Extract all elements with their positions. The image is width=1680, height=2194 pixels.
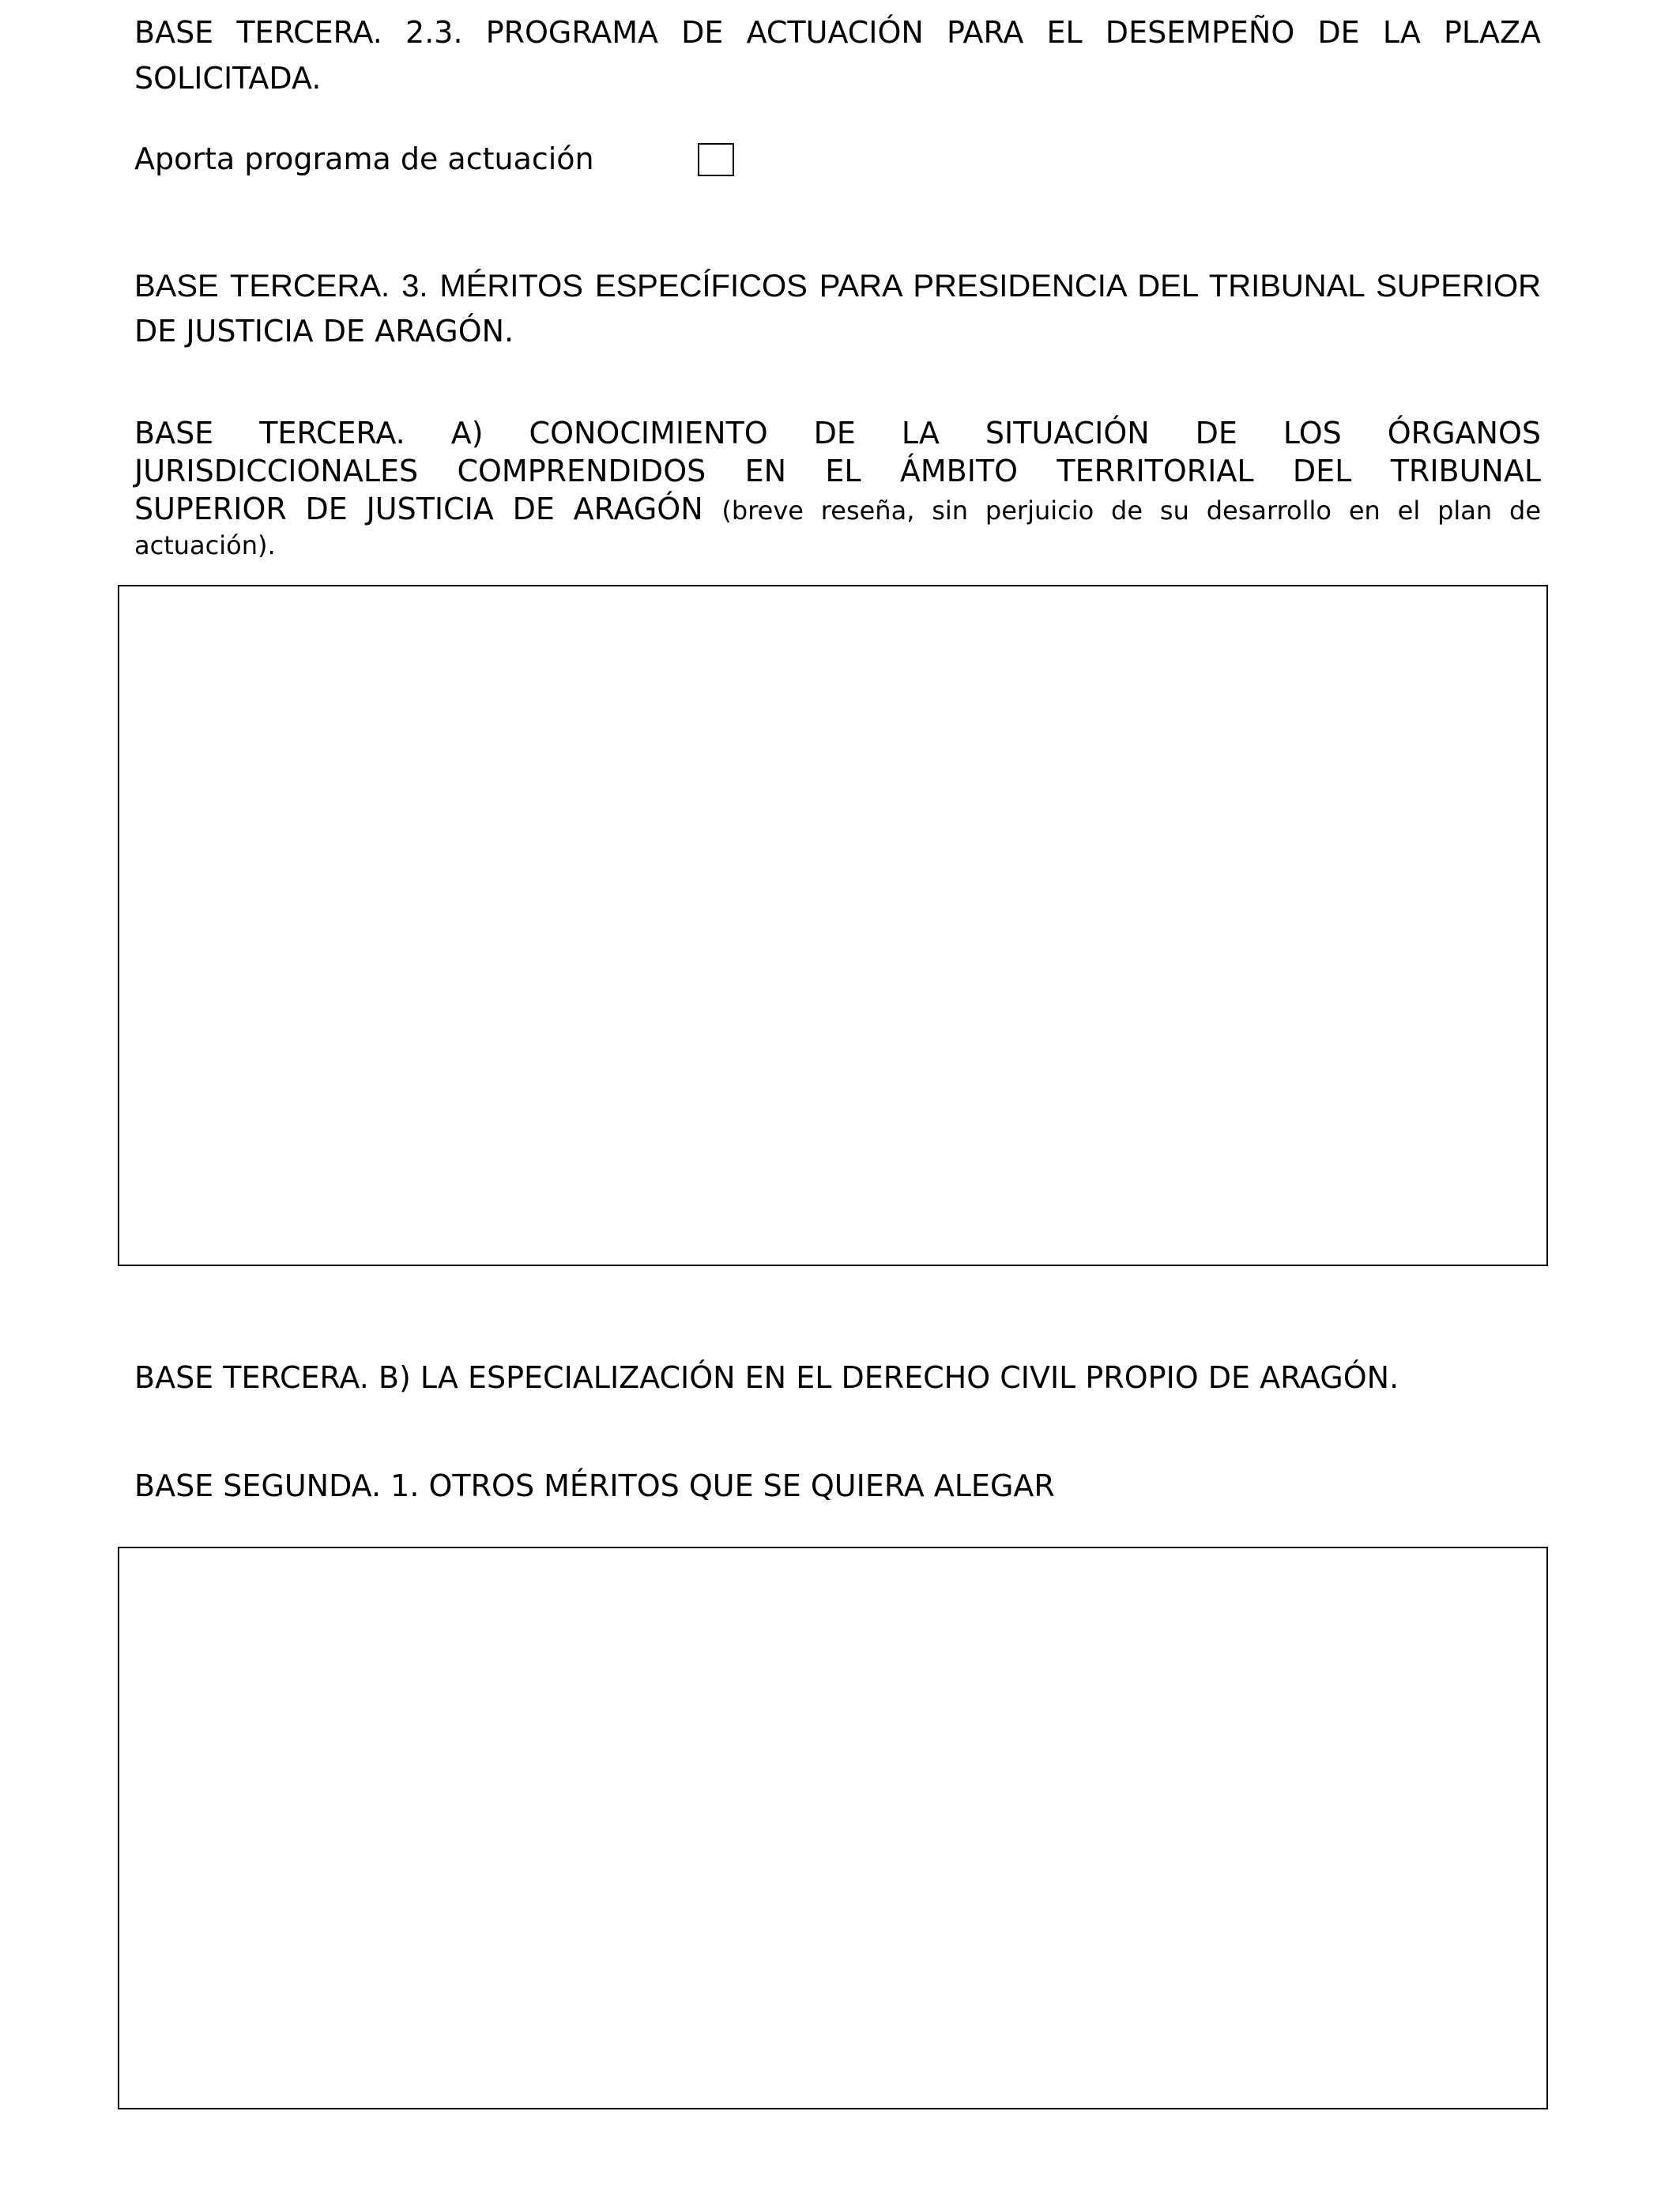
section-a-heading-line-3-main: SUPERIOR DE JUSTICIA DE ARAGÓN (134, 492, 722, 526)
section-a-heading-line-2: JURISDICCIONALES COMPRENDIDOS EN EL ÁMBITO TERRITORIAL DEL TRIBUNAL (134, 454, 1541, 488)
section-a-text-area[interactable] (118, 585, 1548, 1266)
section-a-heading-line-1: BASE TERCERA. A) CONOCIMIENTO DE LA SITUACIÓN DE LOS ÓRGANOS (134, 416, 1541, 450)
section-otros-heading: BASE SEGUNDA. 1. OTROS MÉRITOS QUE SE QUIERA ALEGAR (134, 1468, 1055, 1503)
section-3-heading-line-1: BASE TERCERA. 3. MÉRITOS ESPECÍFICOS PARA PRESIDENCIA DEL TRIBUNAL SUPERIOR (134, 269, 1541, 303)
otros-meritos-text-area[interactable] (118, 1547, 1548, 2109)
section-23-heading-line-2: SOLICITADA. (134, 61, 322, 96)
programa-checkbox[interactable] (698, 143, 734, 176)
section-23-heading-line-1: BASE TERCERA. 2.3. PROGRAMA DE ACTUACIÓN PARA EL DESEMPEÑO DE LA PLAZA (134, 15, 1541, 50)
section-a-note: (breve reseña, sin perjuicio de su desarrollo en el plan de (721, 496, 1542, 526)
section-b-heading: BASE TERCERA. B) LA ESPECIALIZACIÓN EN EL DERECHO CIVIL PROPIO DE ARAGÓN. (134, 1360, 1399, 1395)
section-3-heading-line-2: DE JUSTICIA DE ARAGÓN. (134, 314, 514, 349)
section-a-heading-line-4: actuación). (134, 530, 276, 560)
programa-checkbox-label: Aporta programa de actuación (134, 141, 594, 176)
